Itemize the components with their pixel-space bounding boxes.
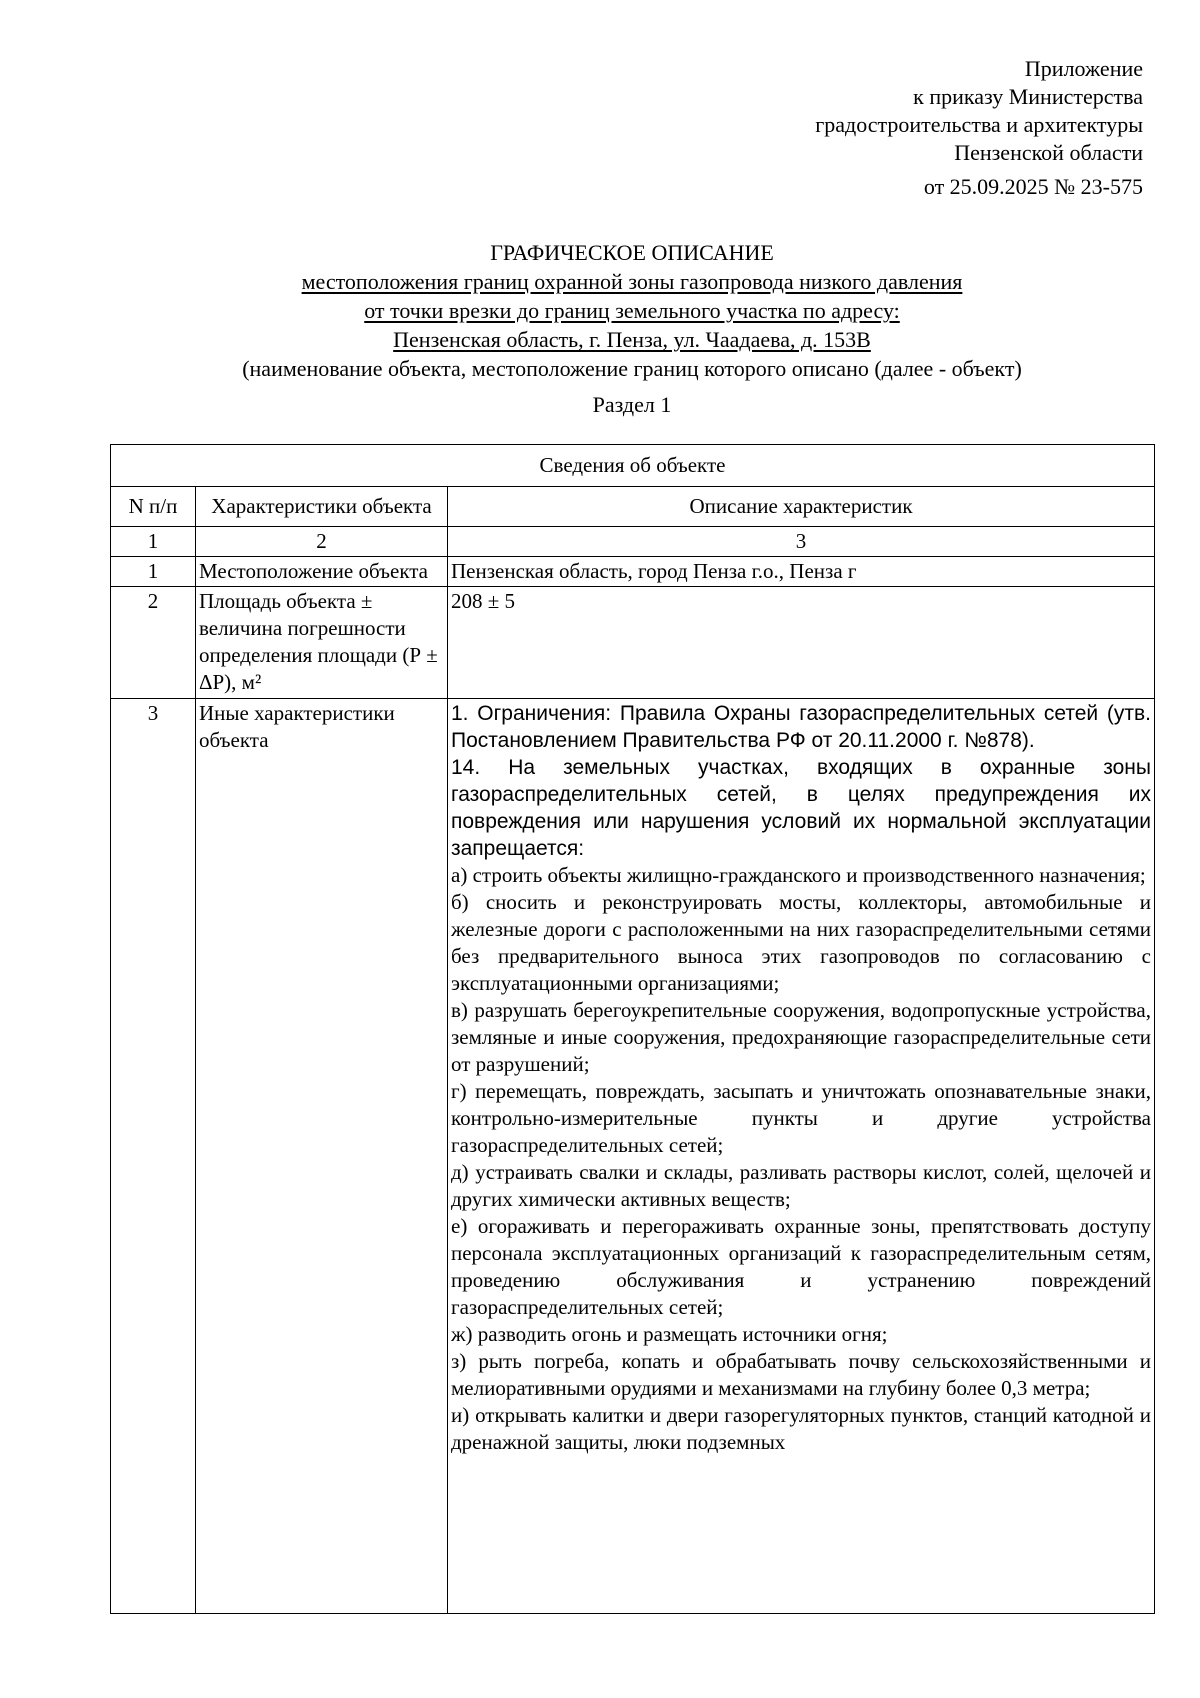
table-caption-row — [111, 445, 1155, 487]
row-number: 1 — [111, 557, 196, 587]
row-description-restrictions — [448, 699, 1155, 1614]
table-row — [111, 587, 1155, 699]
table-header-row — [111, 487, 1155, 527]
row-characteristic: Иные характеристики объекта — [196, 699, 448, 1614]
appendix-line-1: Приложение — [1024, 56, 1143, 81]
row-description: 208 ± 5 — [448, 587, 1155, 699]
title-caption: (наименование объекта, местоположение границ которого описано (далее - объект) — [242, 356, 1022, 381]
appendix-order-date: от 25.09.2025 № 23-575 — [923, 174, 1143, 199]
row-characteristic: Местоположение объекта — [196, 557, 448, 587]
restriction-paragraph: е) огораживать и перегораживать охранные зоны, препятствовать доступу персонала эксплуатационных организаций к газораспределительным сетям, проведению обслуживания и устранению повреждений газораспределительных сетей; — [451, 1214, 1151, 1319]
column-number-row — [111, 527, 1155, 557]
restriction-paragraph: г) перемещать, повреждать, засыпать и уничтожать опознавательные знаки, контрольно-измерительные пункты и другие устройства газораспределительных сетей; — [451, 1079, 1151, 1157]
row-number: 3 — [111, 699, 196, 1614]
appendix-block — [815, 55, 1143, 201]
object-info-table — [110, 444, 1155, 1614]
header-characteristic: Характеристики объекта — [196, 487, 448, 527]
row-number: 2 — [111, 587, 196, 699]
restriction-paragraph: д) устраивать свалки и склады, разливать растворы кислот, солей, щелочей и других химически активных веществ; — [451, 1160, 1151, 1211]
restriction-paragraph: 14. На земельных участках, входящих в охранные зоны газораспределительных сетей, в целях предупреждения их повреждения или нарушения условий их нормальной эксплуатации запрещается: — [451, 756, 1151, 860]
restriction-paragraph: з) рыть погреба, копать и обрабатывать почву сельскохозяйственными и мелиоративными орудиями и механизмами на глубину более 0,3 метра; — [451, 1349, 1151, 1400]
row-characteristic: Площадь объекта ± величина погрешности определения площади (Р ± ΔР), м² — [196, 587, 448, 699]
column-number: 3 — [448, 527, 1155, 557]
restriction-paragraph: ж) разводить огонь и размещать источники огня; — [451, 1322, 888, 1346]
restriction-paragraph: в) разрушать берегоукрепительные сооружения, водопропускные устройства, земляные и иные сооружения, предохраняющие газораспределительные сети от разрушений; — [451, 998, 1151, 1076]
row-description: Пензенская область, город Пенза г.о., Пенза г — [448, 557, 1155, 587]
header-description: Описание характеристик — [448, 487, 1155, 527]
appendix-line-4: Пензенской области — [954, 140, 1143, 165]
appendix-line-2: к приказу Министерства — [913, 84, 1143, 109]
document-title-block — [113, 238, 1151, 419]
header-num: N п/п — [111, 487, 196, 527]
appendix-line-3: градостроительства и архитектуры — [815, 112, 1143, 137]
restriction-paragraph: 1. Ограничения: Правила Охраны газораспределительных сетей (утв. Постановлением Правительства РФ от 20.11.2000 г. №878). — [451, 702, 1151, 752]
table-row — [111, 699, 1155, 1614]
column-number: 1 — [111, 527, 196, 557]
table-caption: Сведения об объекте — [111, 445, 1155, 487]
restriction-paragraph: б) сносить и реконструировать мосты, коллекторы, автомобильные и железные дороги с расположенными на них газораспределительными сетями без предварительного выноса этих газопроводов по согласованию с эксплуатационными организациями; — [451, 890, 1151, 995]
column-number: 2 — [196, 527, 448, 557]
restriction-paragraph: а) строить объекты жилищно-гражданского и производственного назначения; — [451, 863, 1146, 887]
title-line-1: местоположения границ охранной зоны газопровода низкого давления — [301, 269, 963, 294]
document-heading: ГРАФИЧЕСКОЕ ОПИСАНИЕ — [490, 240, 774, 265]
title-address: Пензенская область, г. Пенза, ул. Чаадаева, д. 153В — [393, 327, 871, 352]
title-line-2: от точки врезки до границ земельного участка по адресу: — [364, 298, 900, 323]
restriction-paragraph: и) открывать калитки и двери газорегуляторных пунктов, станций катодной и дренажной защиты, люки подземных — [451, 1403, 1151, 1454]
section-label: Раздел 1 — [592, 392, 672, 417]
table-row — [111, 557, 1155, 587]
